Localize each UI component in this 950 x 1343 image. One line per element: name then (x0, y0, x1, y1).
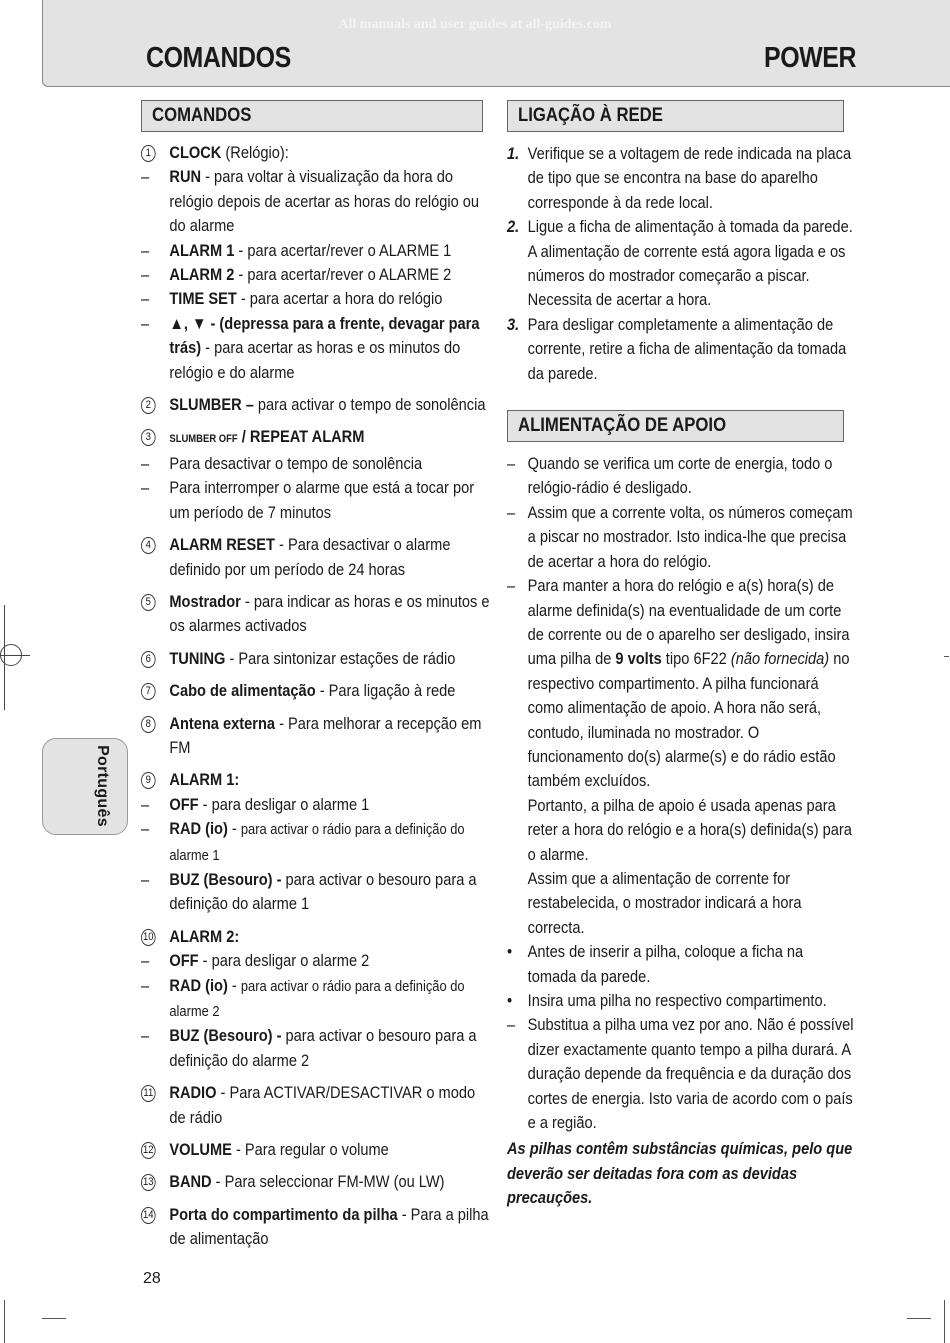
command-item (141, 768, 490, 916)
command-key: RAD (io) (169, 975, 228, 995)
mains-step (507, 142, 854, 215)
backup-item (507, 867, 854, 940)
item-number: 12 (141, 1142, 156, 1159)
command-desc: - para indicar as horas e os minutos e os alarmes activados (169, 591, 490, 636)
command-line (169, 679, 490, 703)
item-number: 7 (141, 683, 156, 700)
command-desc: - Para ACTIVAR/DESACTIVAR o modo de rádio (169, 1083, 476, 1127)
dash-marker: – (141, 167, 150, 187)
crop-mark (42, 1318, 66, 1319)
command-key: RAD (io) (169, 819, 228, 839)
command-desc: - Para melhorar a recepção em FM (169, 713, 482, 757)
command-desc: Para desactivar o tempo de sonolência (169, 453, 423, 473)
item-number: 6 (141, 651, 156, 668)
header-title-right: POWER (763, 42, 856, 74)
command-desc: - Para seleccionar FM-MW (ou LW) (211, 1172, 445, 1192)
backup-item (507, 940, 854, 989)
command-item (141, 425, 490, 525)
command-desc: - Para desactivar o alarme definido por um período de 24 horas (169, 535, 451, 579)
dash-marker: – (141, 240, 150, 260)
command-item (141, 1170, 490, 1194)
command-line (169, 1170, 490, 1194)
dash-marker: – (141, 975, 150, 995)
command-key: ALARM 1: (169, 770, 240, 790)
command-key: TUNING (169, 648, 226, 668)
command-key: ALARM 2: (169, 926, 240, 946)
command-key: OFF (169, 951, 199, 971)
command-item (141, 712, 490, 761)
command-line (141, 452, 490, 476)
command-line (141, 817, 490, 868)
command-line (169, 925, 490, 949)
crop-mark (944, 1300, 945, 1343)
watermark: All manuals and user guides at all-guides.com (338, 17, 612, 32)
command-key: OFF (169, 794, 199, 814)
command-desc: (Relógio): (221, 143, 289, 162)
dash-marker: – (141, 289, 150, 309)
backup-text: Substitua a pilha uma vez por ano. Não é possível dizer exactamente quanto tempo a pilha durará. A duração depende da frequência e da duração dos cortes de energia. Isto varia de acordo com o país e a região. (527, 1015, 854, 1133)
step-text: Verifique se a voltagem de rede indicada na placa de tipo que se encontra na base do aparelho corresponde à da rede local. (527, 144, 852, 212)
command-key: Antena externa (169, 713, 276, 733)
command-desc: - para acertar a hora do relógio (236, 289, 443, 309)
command-line (169, 590, 490, 639)
dash-marker: – (141, 478, 150, 498)
command-key: Porta do compartimento da pilha (169, 1204, 398, 1224)
command-desc: - para acertar/rever o ALARME 1 (234, 240, 452, 260)
backup-list (507, 452, 854, 1211)
section-heading: ALIMENTAÇÃO DE APOIO (518, 415, 727, 437)
dash-marker: – (141, 794, 150, 814)
bullet-marker: – (507, 576, 516, 596)
section-heading: LIGAÇÃO À REDE (518, 105, 663, 126)
command-line (169, 647, 490, 671)
step-text: Para desligar completamente a alimentação de corrente, retire a ficha de alimentação da tomada da parede. (527, 314, 847, 383)
command-desc: - para desligar o alarme 2 (198, 951, 370, 971)
dash-marker: – (141, 819, 150, 839)
command-line (141, 287, 490, 311)
command-item (141, 1138, 490, 1162)
command-key: ▲, ▼ - (depressa para a frente, devagar para trás) (169, 313, 480, 358)
command-line (141, 165, 490, 238)
item-number: 13 (141, 1174, 156, 1191)
command-key: BUZ (Besouro) - (169, 869, 282, 889)
commands-list (141, 141, 490, 1252)
command-key: ALARM 2 (169, 265, 235, 285)
command-line (141, 793, 490, 817)
item-number: 10 (141, 929, 156, 946)
item-number: 9 (141, 772, 156, 789)
backup-text: Assim que a alimentação de corrente for restabelecida, o mostrador indicará a hora correcta. (527, 868, 802, 937)
command-line (141, 476, 490, 525)
command-key: TIME SET (169, 289, 237, 309)
command-desc: - (227, 819, 241, 839)
item-number: 4 (141, 537, 156, 554)
step-number: 2. (507, 217, 520, 237)
bullet-marker: – (507, 454, 516, 474)
command-key: ALARM RESET (169, 535, 275, 555)
battery-warning: As pilhas contêm substâncias químicas, pelo que deverão ser deitadas fora com as devidas precauções. (507, 1139, 853, 1208)
command-line (169, 1081, 490, 1130)
command-desc: - para acertar/rever o ALARME 2 (234, 265, 452, 285)
command-line (141, 239, 490, 263)
command-line (141, 312, 490, 385)
backup-text: tipo 6F22 (661, 649, 731, 669)
backup-emphasis: 9 volts (615, 649, 662, 669)
crop-mark (907, 1318, 931, 1319)
item-number: 8 (141, 716, 156, 733)
section-heading: COMANDOS (152, 105, 252, 126)
item-number: 11 (141, 1085, 156, 1102)
command-line (169, 425, 490, 451)
page-number: 28 (143, 1270, 161, 1287)
command-line (169, 1203, 490, 1252)
backup-item (507, 452, 854, 501)
backup-item (507, 574, 854, 794)
command-line (141, 949, 490, 973)
mains-step (507, 215, 854, 313)
item-number: 14 (141, 1207, 156, 1224)
command-item (141, 679, 490, 703)
section-heading-box (507, 100, 844, 132)
crop-mark (944, 656, 949, 657)
command-key: SLUMBER OFF (169, 433, 238, 446)
step-number: 1. (507, 144, 520, 163)
backup-text: Para manter a hora do relógio e a(s) hora(s) de alarme definida(s) na eventualidade de um corte de corrente ou de o aparelho ser desligado, insira uma pilha de (527, 576, 850, 669)
backup-item (507, 989, 854, 1013)
crop-mark (4, 1300, 5, 1343)
section-heading-box (141, 100, 483, 132)
header-title-left: COMANDOS (146, 42, 291, 74)
command-item (141, 1081, 490, 1130)
command-item (141, 925, 490, 1073)
command-item (141, 1203, 490, 1252)
command-desc: - para desligar o alarme 1 (198, 794, 370, 814)
command-desc: - (227, 975, 241, 995)
backup-item (507, 794, 854, 867)
command-desc: para activar o rádio para a definição do alarme 2 (169, 977, 465, 1020)
command-key: RADIO (169, 1083, 217, 1103)
command-key: BUZ (Besouro) - (169, 1026, 282, 1046)
section-heading-box (507, 410, 844, 442)
command-item (141, 533, 490, 582)
dash-marker: – (141, 313, 150, 333)
command-key: / REPEAT ALARM (237, 427, 365, 447)
command-desc: - para acertar as horas e os minutos do relógio e do alarme (169, 338, 461, 382)
dash-marker: – (141, 265, 150, 285)
dash-marker: – (141, 453, 150, 473)
bullet-marker: – (507, 1015, 516, 1035)
command-line (141, 974, 490, 1025)
command-desc: - Para sintonizar estações de rádio (225, 648, 456, 668)
command-desc: Para interromper o alarme que está a tocar por um período de 7 minutos (169, 478, 475, 522)
command-desc: para activar o tempo de sonolência (253, 395, 486, 415)
command-key: Cabo de alimentação (169, 681, 316, 701)
command-item (141, 590, 490, 639)
command-desc: - para voltar à visualização da hora do relógio depois de acertar as horas do relógio ou do alarme (169, 167, 480, 236)
command-desc: para activar o rádio para a definição do alarme 1 (169, 821, 465, 864)
command-desc: - Para ligação à rede (315, 681, 456, 701)
command-item (141, 141, 490, 385)
mains-step (507, 313, 854, 386)
backup-text: Insira uma pilha no respectivo compartimento. (527, 991, 827, 1010)
commands-section (141, 100, 491, 1252)
command-key: BAND (169, 1172, 212, 1192)
item-number: 3 (141, 429, 156, 446)
backup-item (507, 1013, 854, 1135)
command-item (141, 393, 490, 417)
command-line (169, 533, 490, 582)
registration-mark-circle (0, 644, 22, 666)
bullet-marker: • (507, 991, 513, 1010)
bullet-marker: • (507, 942, 513, 962)
bullet-marker: – (507, 502, 516, 522)
power-section (507, 100, 852, 1211)
backup-text: Quando se verifica um corte de energia, todo o relógio-rádio é desligado. (527, 454, 833, 498)
item-number: 2 (141, 397, 156, 414)
dash-marker: – (141, 951, 150, 971)
backup-text: Portanto, a pilha de apoio é usada apenas para reter a hora do relógio e a hora(s) definida(s) para o alarme. (527, 795, 852, 864)
command-key: Mostrador (169, 591, 241, 611)
command-key: CLOCK (169, 143, 222, 162)
command-desc: - Para a pilha de alimentação (169, 1204, 489, 1249)
backup-note: (não fornecida) (730, 649, 830, 669)
command-line (169, 712, 490, 761)
command-key: SLUMBER – (169, 395, 254, 415)
dash-marker: – (141, 869, 150, 889)
mains-steps (507, 142, 854, 386)
command-key: ALARM 1 (169, 240, 235, 260)
command-key: VOLUME (169, 1140, 232, 1160)
backup-text: no respectivo compartimento. A pilha funcionará como alimentação de apoio. A hora não será, contudo, iluminada no mostrador. O funcionamento do(s) alarme(s) e do rádio estão também excluídos. (527, 649, 850, 791)
command-line (169, 141, 490, 165)
step-text: Ligue a ficha de alimentação à tomada da parede. A alimentação de corrente está agora ligada e os números do mostrador começarão a piscar. Necessita de acertar a hora. (527, 217, 853, 310)
command-line (141, 263, 490, 287)
command-line (169, 1138, 490, 1162)
dash-marker: – (141, 1026, 150, 1046)
language-tab-label: Português (94, 745, 111, 827)
item-number: 5 (141, 594, 156, 611)
command-desc: - Para regular o volume (231, 1140, 389, 1160)
backup-item (507, 501, 854, 574)
language-tab (42, 738, 128, 835)
step-number: 3. (507, 314, 520, 334)
command-key: RUN (169, 167, 202, 187)
command-line (169, 768, 490, 792)
backup-text: Assim que a corrente volta, os números começam a piscar no mostrador. Isto indica-lhe que precisa de acertar a hora do relógio. (527, 502, 853, 571)
command-line (141, 1024, 490, 1073)
command-line (169, 393, 490, 417)
command-item (141, 647, 490, 671)
command-desc: para activar o besouro para a definição do alarme 2 (169, 1026, 477, 1070)
backup-text: Antes de inserir a pilha, coloque a ficha na tomada da parede. (527, 942, 804, 986)
item-number: 1 (141, 145, 156, 162)
command-desc: para activar o besouro para a definição do alarme 1 (169, 869, 477, 914)
command-line (141, 868, 490, 917)
